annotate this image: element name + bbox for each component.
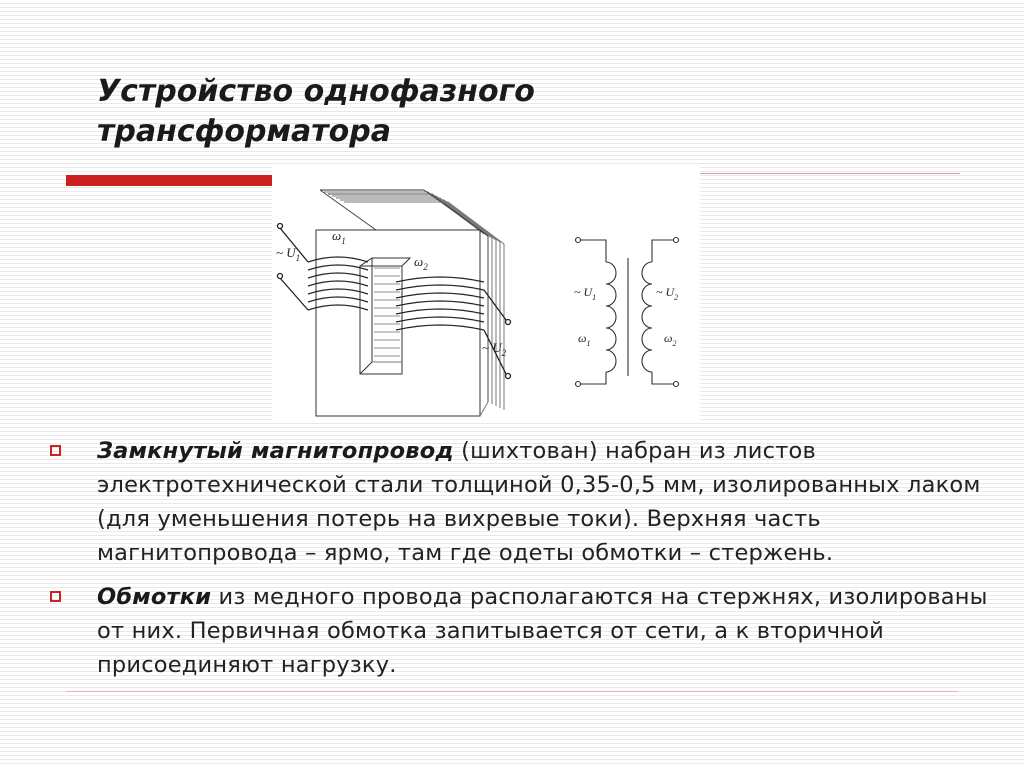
bullet-text: (шихтован) набран из листов электротехнической стали толщиной 0,35-0,5 мм, изолированных лаком (для уменьшения потерь на вихревые токи). Верхняя часть магнитопровода – ярмо, там где одеты обмотки – стержень. [97, 438, 981, 566]
page-title [97, 72, 657, 152]
label-u2: ~ $U_2$ [482, 340, 507, 358]
bullet-text: из медного провода располагаются на стержнях, изолированы от них. Первичная обмотка запитывается от сети, а к вторичной присоединяют нагрузку. [97, 584, 988, 678]
schematic-label-u2: ~ $U_2$ [656, 285, 679, 302]
schematic-symbol [576, 238, 679, 387]
square-bullet-icon [50, 591, 61, 602]
transformer-figure [272, 166, 700, 420]
schematic-label-w1: $\omega_1$ [578, 331, 591, 348]
title-accent-bar [66, 175, 278, 186]
bullet-list [44, 434, 1004, 682]
bullet-magnetic-core [44, 434, 1004, 570]
title-line-2: трансформатора [97, 114, 391, 149]
bullet-windings [44, 580, 1004, 682]
schematic-labels [574, 285, 678, 348]
core-front-face [316, 230, 488, 416]
schematic-label-u1: ~ $U_1$ [574, 285, 597, 302]
label-w2: $\omega_2$ [414, 254, 428, 272]
bullet-term: Обмотки [97, 584, 212, 610]
square-bullet-icon [50, 445, 61, 456]
transformer-drawing [272, 166, 700, 420]
footer-divider-line [66, 691, 958, 692]
title-line-1: Устройство однофазного [97, 74, 535, 109]
label-w1: $\omega_1$ [332, 228, 346, 246]
title-divider-line [700, 173, 960, 174]
schematic-label-w2: $\omega_2$ [664, 331, 677, 348]
label-u1: ~ $U_1$ [276, 245, 301, 263]
bullet-term: Замкнутый магнитопровод [97, 438, 454, 464]
